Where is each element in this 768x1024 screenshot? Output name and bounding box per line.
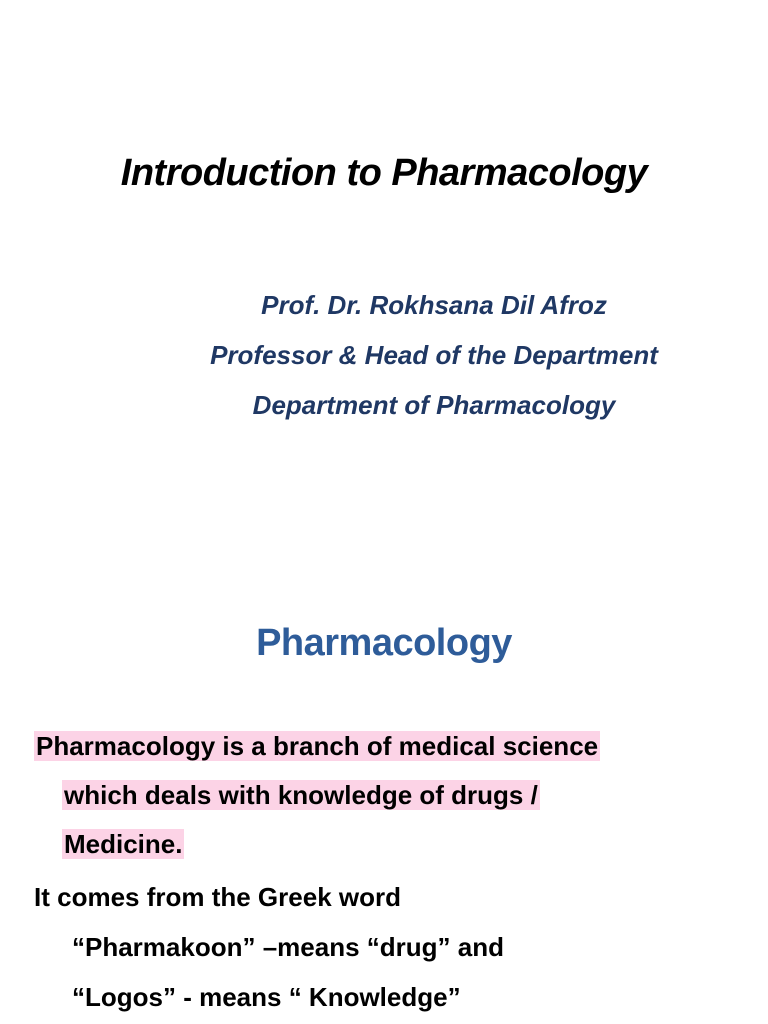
slide-2-title: Pharmacology — [256, 622, 512, 664]
author-position: Professor & Head of the Department — [210, 340, 658, 370]
definition-line — [34, 820, 744, 869]
etymology-line-2: “Logos” - means “ Knowledge” — [72, 982, 461, 1012]
etymology-line-1: “Pharmakoon” –means “drug” and — [72, 932, 504, 962]
author-name: Prof. Dr. Rokhsana Dil Afroz — [261, 290, 607, 320]
definition-line-3: Medicine. — [64, 829, 183, 859]
author-block — [0, 280, 768, 430]
definition-line-1: Pharmacology is a branch of medical science — [36, 731, 599, 761]
slide-2 — [0, 560, 768, 1024]
definition-paragraph — [34, 722, 744, 869]
author-department: Department of Pharmacology — [252, 390, 616, 420]
etymology-intro: It comes from the Greek word — [34, 882, 401, 912]
definition-line — [34, 771, 744, 820]
definition-line-2: which deals with knowledge of drugs / — [64, 780, 538, 810]
slide-1-title: Introduction to Pharmacology — [120, 152, 648, 194]
etymology-paragraph — [34, 872, 744, 1022]
definition-line — [34, 722, 744, 771]
